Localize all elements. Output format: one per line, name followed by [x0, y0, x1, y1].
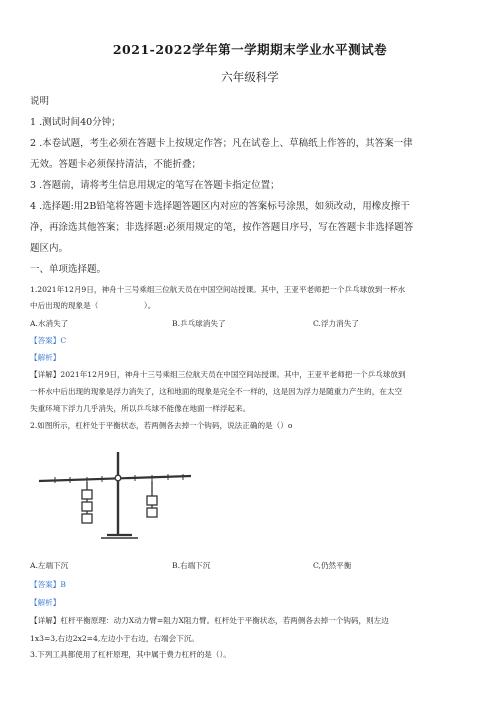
q1-answer: 【答案】C [30, 336, 67, 345]
lever-balance-figure [35, 438, 195, 550]
instruction-item: 2 .本卷试题，考生必须在答题卡上按规定作答；凡在试卷上、草稿纸上作答的，其答案一律 [30, 138, 413, 149]
q1-analysis-label: 【解析】 [30, 353, 61, 362]
section-title: 一、单项选择题。 [30, 264, 107, 275]
q2-option-a: A.左端下沉 [30, 561, 69, 570]
q2-answer: 【答案】B [30, 580, 66, 589]
q1-detail-line: 【详解】2021年12月9日，神舟十三号乘组三位航天员在中国空间站授课。其中，王亚平老师把一个乒乓球放到 [30, 370, 406, 379]
q2-detail-line: 【详解】杠杆平衡原理：动力X动力臂=阻力X阻力臂。杠杆处于平衡状态，若两侧各去掉一个钩码，则左边 [30, 616, 389, 625]
instruction-item: 无效。答题卡必须保持清洁，不能折叠； [30, 159, 202, 170]
q3-stem: 3.下列工具都使用了杠杆原理，其中属于费力杠杆的是（）。 [30, 650, 231, 659]
left-weights [82, 482, 92, 523]
page-title: 2021-2022学年第一学期期末学业水平测试卷 [112, 42, 388, 57]
q2-stem: 2.如图所示，杠杆处于平衡状态，若两侧各去掉一个钩码，说法正确的是（）o [30, 421, 293, 430]
q1-option-c: C.浮力消失了 [313, 319, 359, 328]
q2-detail-line: 1x3=3,右边2x2=4,左边小于右边，右端会下沉。 [30, 634, 200, 643]
instructions-heading: 说明 [30, 96, 50, 107]
instruction-item: 4 .选择题:用2B铅笔将答题卡选择题答题区内对应的答案标号涂黑，如须改动，用橡皮擦干 [30, 201, 410, 212]
instruction-item: 1 .测试时间40分钟； [30, 117, 121, 128]
q2-option-c: C,仍然平衡 [313, 561, 352, 570]
q1-detail-line: 一杯水中后出现的现象是浮力消失了，这和地面的现象是完全不一样的，这是因为浮力是随重力产生的，在太空 [30, 387, 403, 396]
instruction-item: 净，再涂选其他答案；非选择题:必须用规定的笔，按作答题目序号，写在答题卡非选择题答 [30, 222, 414, 233]
q2-option-b: B.右端下沉 [172, 561, 211, 570]
q2-analysis-label: 【解析】 [30, 598, 61, 607]
q1-detail-line: 失重环境下浮力几乎消失，所以乒乓球不能像在地面一样浮起来。 [30, 404, 251, 413]
right-weights [147, 481, 157, 517]
page-subtitle: 六年级科学 [221, 70, 279, 84]
instruction-item: 题区内。 [30, 243, 69, 254]
q1-option-b: B.乒乓球消失了 [172, 319, 226, 328]
q1-option-a: A.水消失了 [30, 319, 69, 328]
q1-stem-line1: 1.2021年12月9日，神舟十三号乘组三位航天员在中国空间站授课。其中，王亚平老师把一个乒乓球放到一杯水 [30, 285, 406, 294]
instruction-item: 3 .答题前，请将考生信息用规定的笔写在答题卡指定位置； [30, 180, 280, 191]
q1-stem-line2: 中后出现的现象是（ ）。 [30, 301, 156, 310]
